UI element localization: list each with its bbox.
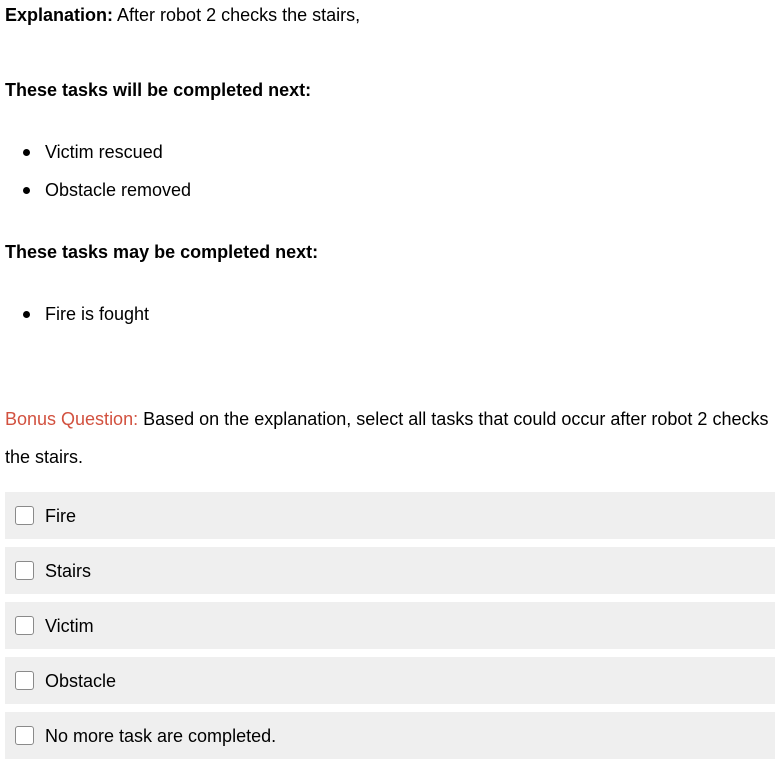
checkbox[interactable]: [15, 506, 34, 525]
option-fire[interactable]: [5, 492, 775, 539]
explanation-body: After robot 2 checks the stairs,: [117, 5, 361, 25]
list-item: Fire is fought: [0, 303, 149, 341]
may-complete-heading: These tasks may be completed next:: [5, 242, 319, 262]
option-label: Victim: [45, 615, 94, 636]
option-label: Fire: [45, 505, 76, 526]
will-complete-heading: These tasks will be completed next:: [5, 80, 312, 100]
explanation-label: Explanation:: [5, 5, 114, 25]
option-label: Stairs: [45, 560, 92, 581]
bonus-question-label: Bonus Question:: [5, 409, 139, 429]
may-complete-list: [0, 303, 149, 341]
list-item: Victim rescued: [0, 141, 191, 179]
checkbox[interactable]: [15, 726, 34, 745]
option-stairs[interactable]: [5, 547, 775, 594]
checkbox[interactable]: [15, 561, 34, 580]
option-victim[interactable]: [5, 602, 775, 649]
option-label: No more task are completed.: [45, 725, 277, 746]
will-complete-list: [0, 141, 191, 217]
explanation-text: [5, 4, 360, 26]
option-label: Obstacle: [45, 670, 117, 691]
option-obstacle[interactable]: [5, 657, 775, 704]
bonus-question: [5, 400, 775, 476]
checkbox[interactable]: [15, 616, 34, 635]
option-no-more-tasks[interactable]: [5, 712, 775, 759]
bonus-question-text: Based on the explanation, select all tasks that could occur after robot 2 checks the stairs.: [5, 409, 769, 467]
answer-options: [5, 492, 775, 767]
list-item: Obstacle removed: [0, 179, 191, 217]
checkbox[interactable]: [15, 671, 34, 690]
